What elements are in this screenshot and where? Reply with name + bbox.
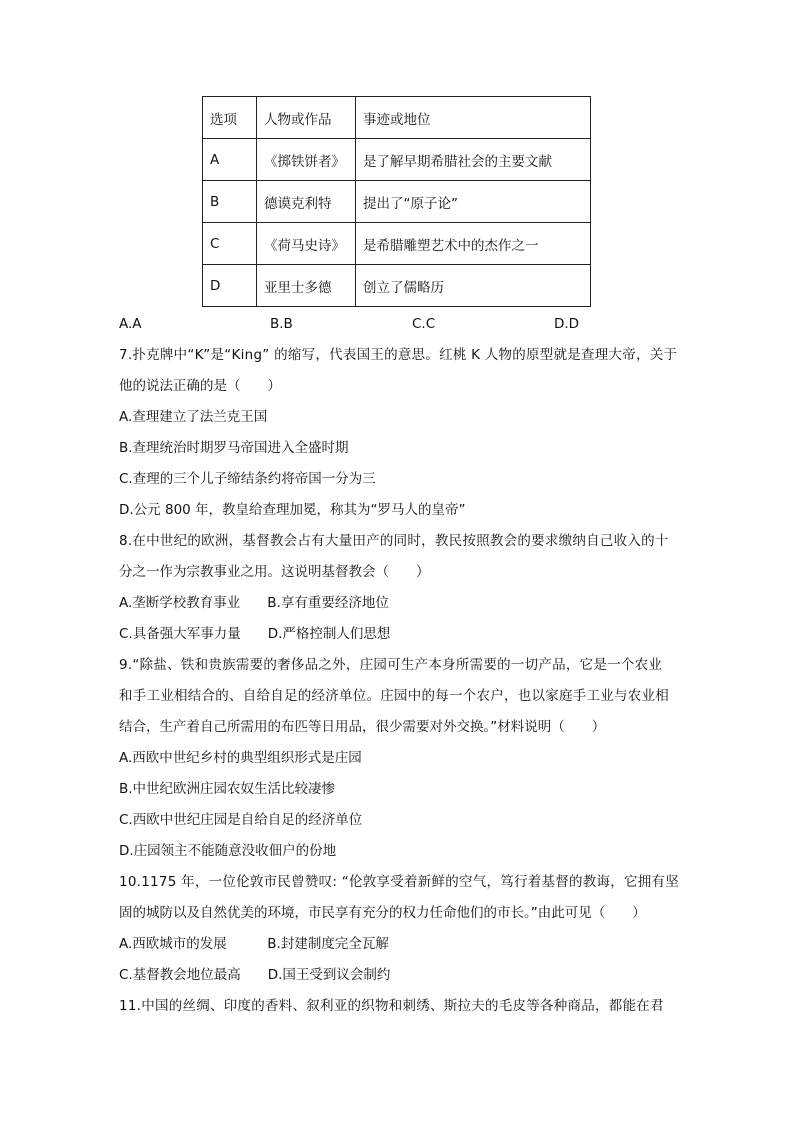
- question-text: [119, 340, 679, 1022]
- q8-stem-line: 分之一作为宗教事业之用。这说明基督教会（ ）: [119, 564, 430, 580]
- options-table: [202, 96, 591, 307]
- table-cell: D: [203, 265, 257, 307]
- table-cell: 是了解早期希腊社会的主要文献: [356, 139, 591, 181]
- q7-option-a: A.查理建立了法兰克王国: [119, 409, 268, 425]
- q8-options-ab: A.垄断学校教育事业 B.享有重要经济地位: [119, 595, 389, 611]
- table-cell: 提出了“原子论”: [356, 181, 591, 223]
- q10-stem-line: 固的城防以及自然优美的环境，市民享有充分的权力任命他们的市长。”由此可见（ ）: [119, 905, 646, 921]
- table-header-cell: 选项: [203, 97, 257, 139]
- q7-stem-line: 7.扑克牌中“K”是“King” 的缩写，代表国王的意思。红桃 K 人物的原型就是查理大帝，关于: [119, 347, 678, 363]
- table-cell: 创立了儒略历: [356, 265, 591, 307]
- q9-stem-line: 和手工业相结合的、自给自足的经济单位。庄园中的每一个农户，也以家庭手工业与农业相: [119, 688, 669, 704]
- table-cell: 是希腊雕塑艺术中的杰作之一: [356, 223, 591, 265]
- q7-option-c: C.查理的三个儿子缔结条约将帝国一分为三: [119, 471, 376, 487]
- q6-answer-options: [0, 316, 794, 334]
- q10-options-ab: A.西欧城市的发展 B.封建制度完全瓦解: [119, 936, 389, 952]
- table-cell: A: [203, 139, 257, 181]
- answer-option-d: D.D: [554, 316, 580, 332]
- table-row: [203, 139, 591, 181]
- table-row: [203, 265, 591, 307]
- q7-stem-line: 他的说法正确的是（ ）: [119, 378, 281, 394]
- q8-options-cd: C.具备强大军事力量 D.严格控制人们思想: [119, 626, 391, 642]
- answer-option-a: A.A: [119, 316, 142, 332]
- q9-option-b: B.中世纪欧洲庄园农奴生活比较凄惨: [119, 781, 336, 797]
- table-header-cell: 人物或作品: [257, 97, 356, 139]
- table-header-cell: 事迹或地位: [356, 97, 591, 139]
- q7-option-d: D.公元 800 年，教皇给查理加冕，称其为“罗马人的皇帝”: [119, 502, 466, 518]
- answer-option-b: B.B: [270, 316, 293, 332]
- table-header-row: [203, 97, 591, 139]
- q9-option-d: D.庄园领主不能随意没收佃户的份地: [119, 843, 337, 859]
- q8-stem-line: 8.在中世纪的欧洲，基督教会占有大量田产的同时，教民按照教会的要求缴纳自己收入的十: [119, 533, 669, 549]
- q10-options-cd: C.基督教会地位最高 D.国王受到议会制约: [119, 967, 391, 983]
- table-cell: C: [203, 223, 257, 265]
- table-row: [203, 181, 591, 223]
- answer-option-c: C.C: [412, 316, 436, 332]
- table-cell: B: [203, 181, 257, 223]
- q10-stem-line: 10.1175 年，一位伦敦市民曾赞叹: “伦敦享受着新鲜的空气，笃行着基督的教诲，它拥有坚: [119, 874, 679, 890]
- table-cell: 《荷马史诗》: [257, 223, 356, 265]
- q11-stem-line: 11.中国的丝绸、印度的香料、叙利亚的织物和刺绣、斯拉夫的毛皮等各种商品，都能在君: [119, 998, 664, 1014]
- table-cell: 亚里士多德: [257, 265, 356, 307]
- q9-stem-line: 结合，生产着自己所需用的布匹等日用品，很少需要对外交换。”材料说明（ ）: [119, 719, 606, 735]
- table-cell: 德谟克利特: [257, 181, 356, 223]
- q9-option-a: A.西欧中世纪乡村的典型组织形式是庄园: [119, 750, 362, 766]
- q9-stem-line: 9.“除盐、铁和贵族需要的奢侈品之外，庄园可生产本身所需要的一切产品，它是一个农业: [119, 657, 663, 673]
- q9-option-c: C.西欧中世纪庄园是自给自足的经济单位: [119, 812, 363, 828]
- q7-option-b: B.查理统治时期罗马帝国进入全盛时期: [119, 440, 349, 456]
- table-row: [203, 223, 591, 265]
- table-cell: 《掷铁饼者》: [257, 139, 356, 181]
